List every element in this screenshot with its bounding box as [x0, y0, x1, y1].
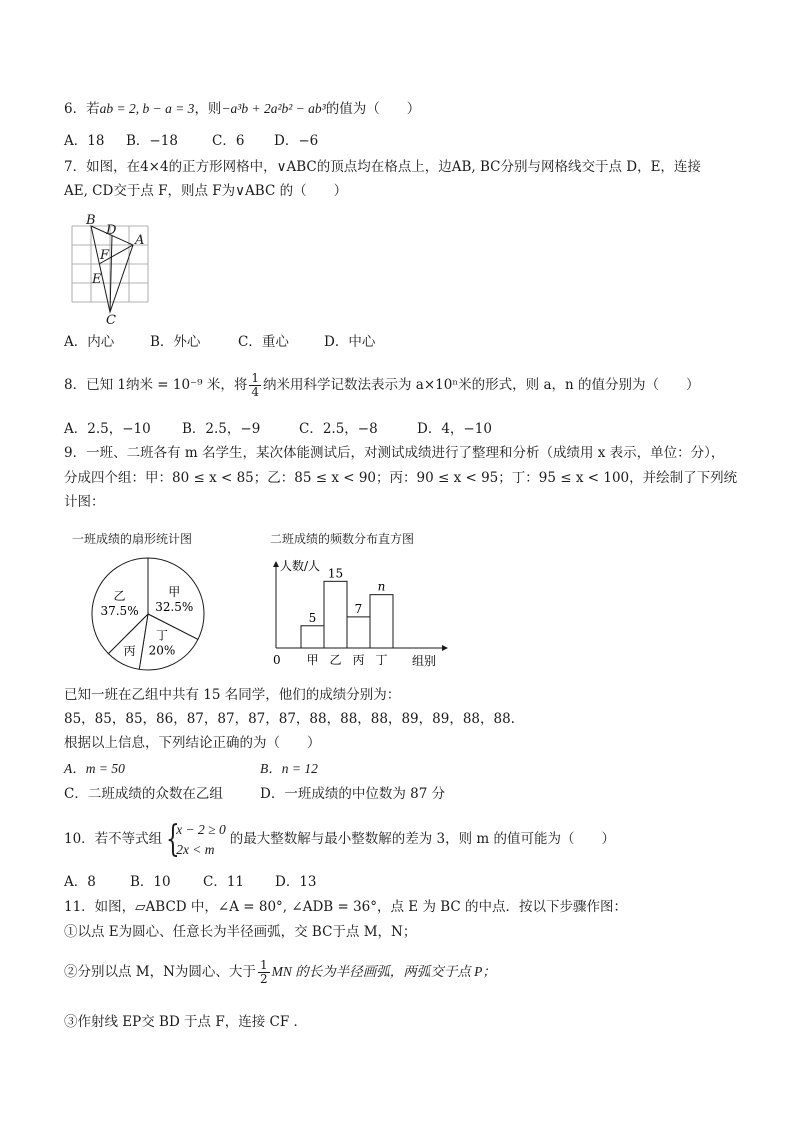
- q8-option-a: A．2.5，−10: [64, 421, 151, 437]
- origin-label: 0: [273, 653, 281, 667]
- pie-slice-label: 乙: [113, 589, 126, 604]
- q11-step-2-suffix: MN 的长为半径画弧，两弧交于点 P；: [271, 964, 496, 979]
- q9-option-b: B．n = 12: [260, 761, 318, 776]
- q9-options-row-2: [64, 784, 445, 804]
- q6-stem: [64, 99, 420, 119]
- bar-value-label: n: [377, 579, 386, 594]
- bar-value-label: 5: [308, 610, 317, 625]
- q6-condition: ab = 2, b − a = 3: [99, 101, 195, 116]
- label-a: A: [135, 233, 145, 248]
- q11-step-2-prefix: ②分别以点 M，N为圆心、大于: [64, 964, 256, 980]
- q6-option-c: C．6: [212, 133, 245, 149]
- q6-options: [64, 131, 318, 151]
- q11-fraction-denominator: 2: [259, 972, 268, 986]
- q7-grid-figure: [62, 208, 162, 326]
- q8-option-b: B．2.5，−9: [182, 421, 261, 437]
- q6-option-b: B．−18: [126, 133, 178, 149]
- pie-slice-percent: 20%: [148, 643, 176, 658]
- q8-option-d: D．4，−10: [417, 421, 492, 437]
- label-f: F: [100, 248, 110, 263]
- q7-option-b: B．外心: [150, 334, 201, 350]
- q10-suffix: 的最大整数解与最小整数解的差为 3，则 m 的值可能为（ ）: [229, 831, 615, 847]
- q11-step-3: ③作射线 EP交 BD 于点 F，连接 CF ．: [64, 1014, 307, 1030]
- q10-system: [166, 820, 226, 860]
- label-d: D: [106, 223, 117, 238]
- q7-line-1: 7．如图，在4×4的正方形网格中，∨ABC的顶点均在格点上，边AB, BC分别与网格线交于点 D，E，连接: [64, 159, 701, 175]
- bar-value-label: 15: [327, 566, 344, 581]
- q9-line-4: 已知一班在乙组中共有 15 名同学，他们的成绩分别为：: [64, 687, 401, 703]
- brace-glyph: {: [166, 818, 180, 860]
- q10-option-b: B．10: [130, 874, 171, 890]
- pie-slice-label: 甲: [168, 584, 181, 599]
- q7-option-a: A．内心: [64, 334, 115, 350]
- q11-fraction-numerator: 1: [259, 958, 268, 972]
- y-axis-label: 人数/人: [280, 559, 321, 573]
- pie-slice-label: 丙: [123, 643, 136, 658]
- bar-2: [347, 617, 370, 648]
- q8-suffix: 纳米用科学记数法表示为 a×10ⁿ米的形式，则 a，n 的值分别为（ ）: [263, 377, 700, 393]
- bar-value-label: 7: [354, 601, 363, 616]
- q6-option-d: D．−6: [274, 133, 319, 149]
- q7-option-d: D．中心: [324, 334, 376, 350]
- y-axis-arrow: [273, 561, 279, 567]
- q9-options-row-1: [64, 759, 318, 779]
- q9-line-6: 根据以上信息，下列结论正确的为（ ）: [64, 735, 321, 751]
- q9-option-a: A．m = 50: [64, 761, 125, 776]
- label-e: E: [92, 272, 102, 287]
- q11-step-1: ①以点 E为圆心、任意长为半径画弧，交 BC于点 M，N；: [64, 924, 417, 940]
- pie-slice-percent: 37.5%: [100, 604, 139, 619]
- q10-option-a: A．8: [64, 874, 96, 890]
- bar-0: [301, 626, 324, 648]
- q7-options: [64, 332, 375, 352]
- q6-mid: ，则: [194, 101, 222, 117]
- q6-expression: −a³b + 2a²b² − ab³: [221, 101, 326, 116]
- q11-step-2: [64, 958, 496, 986]
- pie-slice-label: 丁: [155, 628, 168, 643]
- q10-option-c: C．11: [203, 874, 245, 890]
- label-c: C: [106, 313, 116, 326]
- q10-row-1: x − 2 ≥ 0: [176, 821, 226, 837]
- pie-chart-title: 一班成绩的扇形统计图: [72, 532, 193, 546]
- q8-option-c: C．2.5，−8: [299, 421, 378, 437]
- q10-row-2: 2x < m: [176, 841, 215, 857]
- q6-suffix: 的值为（ ）: [325, 101, 421, 117]
- q9-line-3: 计图：: [64, 494, 105, 510]
- q10-options: [64, 872, 317, 892]
- q8-fraction-denominator: 4: [251, 385, 260, 399]
- q8-fraction-numerator: 1: [251, 371, 260, 385]
- q8-options: [64, 419, 492, 439]
- q8-prefix: 8．已知 1纳米 = 10⁻⁹ 米，将: [64, 377, 248, 393]
- q8-fraction: [249, 372, 261, 399]
- q7-line-2: AE, CD交于点 F，则点 F为∨ABC 的（ ）: [64, 183, 348, 199]
- pie-chart: [86, 552, 210, 676]
- q9-option-d: D．一班成绩的中位数为 87 分: [260, 786, 446, 802]
- category-label: 乙: [329, 653, 342, 667]
- bar-chart-title: 二班成绩的频数分布直方图: [270, 532, 415, 546]
- label-b: B: [86, 213, 96, 228]
- q7-option-c: C．重心: [238, 334, 289, 350]
- q10-prefix: 10．若不等式组: [64, 831, 163, 847]
- bar-3: [370, 595, 393, 648]
- x-axis-label: 组别: [412, 654, 437, 668]
- q9-line-5: 85，85，85，86，87，87，87，87，88，88，88，89，89，88，88.: [64, 711, 515, 727]
- category-label: 丁: [375, 653, 388, 667]
- bar-chart: [262, 552, 452, 674]
- q9-line-2: 分成四个组：甲：80 ≤ x < 85；乙：85 ≤ x < 90；丙：90 ≤ x < 95；丁：95 ≤ x < 100，并绘制了下列统: [64, 470, 738, 486]
- q6-prefix: 6．若: [64, 101, 100, 117]
- q11-fraction: [258, 959, 270, 986]
- pie-slice-percent: 32.5%: [155, 599, 194, 614]
- bar-1: [324, 581, 347, 648]
- q10-option-d: D．13: [275, 874, 317, 890]
- q8-stem: [64, 371, 700, 399]
- category-label: 丙: [352, 653, 365, 667]
- q11-line-1: 11．如图，▱ABCD 中，∠A = 80°, ∠ADB = 36°，点 E 为 BC 的中点．按以下步骤作图：: [64, 899, 628, 915]
- q9-option-c: C．二班成绩的众数在乙组: [64, 786, 223, 802]
- q10-stem: [64, 816, 615, 862]
- q9-line-1: 9．一班、二班各有 m 名学生，某次体能测试后，对测试成绩进行了整理和分析（成绩用 x 表示，单位：分），: [64, 445, 725, 461]
- category-label: 甲: [306, 653, 319, 667]
- x-axis-arrow: [442, 645, 448, 651]
- q6-option-a: A．18: [64, 133, 105, 149]
